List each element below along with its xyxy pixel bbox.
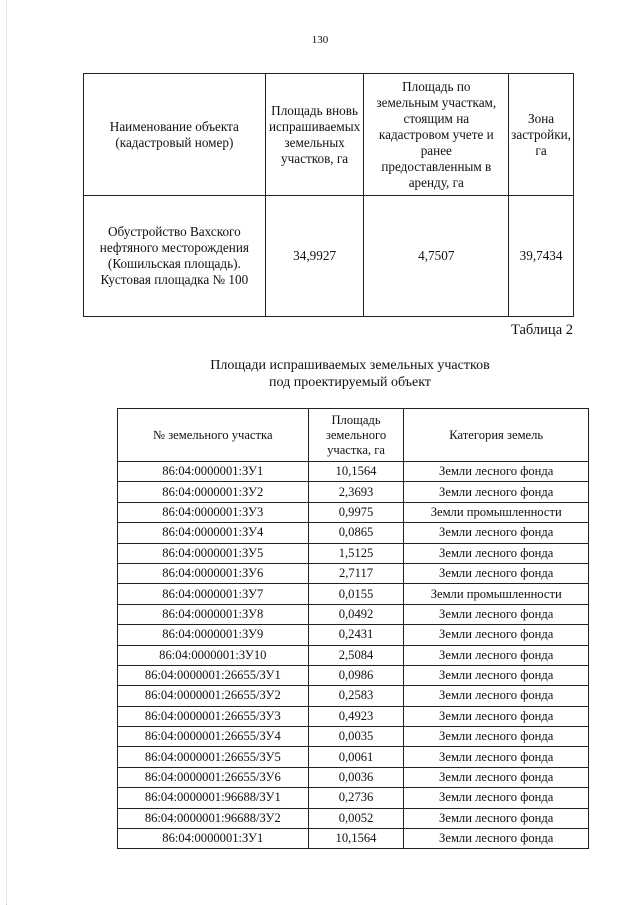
land-category-cell: Земли лесного фонда [404,523,589,543]
table1-header-registered-area: Площадь по земельным участкам, стоящим на кадастровом учете и ранее предоставленным в аренду, га [364,74,509,196]
land-category-cell: Земли лесного фонда [404,706,589,726]
plot-number-cell: 86:04:0000001:ЗУ6 [118,563,309,583]
plot-area-cell: 0,0986 [308,665,404,685]
land-category-cell: Земли промышленности [404,502,589,522]
land-category-cell: Земли лесного фонда [404,665,589,685]
land-category-cell: Земли лесного фонда [404,747,589,767]
table-row [118,584,589,604]
plot-area-cell: 0,0052 [308,808,404,828]
plot-number-cell: 86:04:0000001:26655/ЗУ6 [118,767,309,787]
plot-area-cell: 2,3693 [308,482,404,502]
page-number: 130 [311,34,329,46]
table-row [118,604,589,624]
plot-number-cell: 86:04:0000001:96688/ЗУ1 [118,788,309,808]
table-row [118,665,589,685]
table-row [118,462,589,482]
plot-area-cell: 0,0865 [308,523,404,543]
plot-area-cell: 0,2431 [308,625,404,645]
plot-number-cell: 86:04:0000001:ЗУ4 [118,523,309,543]
table-row [118,788,589,808]
table1-zone-area: 39,7434 [509,196,574,317]
land-category-cell: Земли лесного фонда [404,625,589,645]
plot-number-cell: 86:04:0000001:26655/ЗУ4 [118,727,309,747]
table2-title [0,357,640,391]
table1-registered-area: 4,7507 [364,196,509,317]
table1-header-object-name: Наименование объекта (кадастровый номер) [84,74,266,196]
land-category-cell: Земли лесного фонда [404,645,589,665]
table-row [118,645,589,665]
table-row [118,523,589,543]
plot-number-cell: 86:04:0000001:26655/ЗУ5 [118,747,309,767]
plot-number-cell: 86:04:0000001:96688/ЗУ2 [118,808,309,828]
plot-number-cell: 86:04:0000001:ЗУ1 [118,462,309,482]
table-row [118,767,589,787]
plot-number-cell: 86:04:0000001:ЗУ9 [118,625,309,645]
plot-area-cell: 0,2583 [308,686,404,706]
plot-area-cell: 0,0492 [308,604,404,624]
plot-area-cell: 10,1564 [308,829,404,849]
land-category-cell: Земли лесного фонда [404,462,589,482]
table-row [118,482,589,502]
land-category-cell: Земли лесного фонда [404,808,589,828]
table2-title-line2: под проектируемый объект [269,375,431,390]
table2-header-land-category: Категория земель [404,409,589,462]
plot-area-cell: 0,0035 [308,727,404,747]
table2-body [118,462,589,849]
table-row [118,543,589,563]
plot-number-cell: 86:04:0000001:ЗУ7 [118,584,309,604]
table-row [118,747,589,767]
table1-object-name: Обустройство Вахского нефтяного месторождения (Кошильская площадь). Кустовая площадка № 100 [84,196,266,317]
table-row [118,563,589,583]
table-row [118,502,589,522]
table-row [118,727,589,747]
land-category-cell: Земли лесного фонда [404,563,589,583]
plot-number-cell: 86:04:0000001:ЗУ10 [118,645,309,665]
plot-number-cell: 86:04:0000001:ЗУ1 [118,829,309,849]
table-row [118,829,589,849]
plot-area-cell: 0,0036 [308,767,404,787]
objects-area-table [83,73,574,317]
land-category-cell: Земли лесного фонда [404,767,589,787]
land-category-cell: Земли лесного фонда [404,727,589,747]
table1-header-row [84,74,574,196]
plot-area-cell: 0,4923 [308,706,404,726]
table-row [118,706,589,726]
plot-area-cell: 0,2736 [308,788,404,808]
plot-area-cell: 0,0155 [308,584,404,604]
table1-row [84,196,574,317]
land-category-cell: Земли лесного фонда [404,482,589,502]
table1-header-zone-area: Зона застройки, га [509,74,574,196]
plot-area-cell: 0,0061 [308,747,404,767]
plot-number-cell: 86:04:0000001:ЗУ8 [118,604,309,624]
plot-area-cell: 2,5084 [308,645,404,665]
plot-number-cell: 86:04:0000001:26655/ЗУ3 [118,706,309,726]
table2-header-plot-area: Площадь земельного участка, га [308,409,404,462]
plot-number-cell: 86:04:0000001:ЗУ3 [118,502,309,522]
table-row [118,808,589,828]
table1-new-area: 34,9927 [265,196,364,317]
plot-number-cell: 86:04:0000001:ЗУ5 [118,543,309,563]
table-row [118,625,589,645]
plot-area-cell: 10,1564 [308,462,404,482]
table-caption-label: Таблица 2 [510,322,573,338]
land-category-cell: Земли лесного фонда [404,543,589,563]
land-category-cell: Земли лесного фонда [404,604,589,624]
table1-header-new-area: Площадь вновь испрашиваемых земельных участков, га [265,74,364,196]
land-category-cell: Земли лесного фонда [404,788,589,808]
table2-header-plot-number: № земельного участка [118,409,309,462]
land-category-cell: Земли промышленности [404,584,589,604]
land-category-cell: Земли лесного фонда [404,686,589,706]
plot-number-cell: 86:04:0000001:26655/ЗУ2 [118,686,309,706]
table2-header-row [118,409,589,462]
table-row [118,686,589,706]
table2-title-line1: Площади испрашиваемых земельных участков [210,358,490,373]
plot-area-cell: 1,5125 [308,543,404,563]
land-plots-table [117,408,589,849]
plot-number-cell: 86:04:0000001:26655/ЗУ1 [118,665,309,685]
plot-area-cell: 0,9975 [308,502,404,522]
plot-number-cell: 86:04:0000001:ЗУ2 [118,482,309,502]
plot-area-cell: 2,7117 [308,563,404,583]
scan-edge-line [6,0,8,905]
land-category-cell: Земли лесного фонда [404,829,589,849]
